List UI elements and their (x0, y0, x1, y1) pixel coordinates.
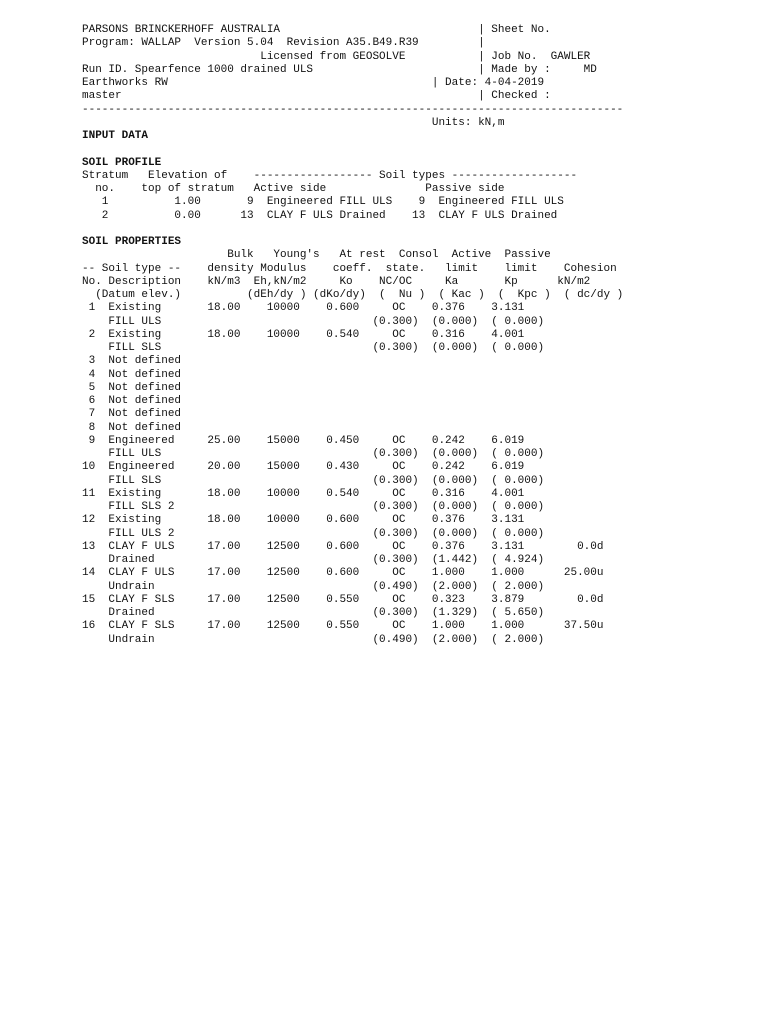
printout-line: 6 Not defined (82, 395, 182, 407)
printout-line: ---------------------------------------------------------------------------------- (82, 103, 624, 116)
printout-line: FILL ULS (0.300) (0.000) ( 0.000) (82, 448, 545, 460)
printout-line: 2 0.00 13 CLAY F ULS Drained 13 CLAY F ULS Drained (82, 209, 558, 222)
printout-line (82, 143, 623, 156)
printout-line: 2 Existing 18.00 10000 0.540 OC 0.316 4.001 (82, 328, 525, 341)
printout-line: 8 Not defined (82, 421, 182, 434)
printout-line: 10 Engineered 20.00 15000 0.430 OC 0.242 6.019 (82, 461, 525, 474)
printout-line: master | Checked : (82, 90, 551, 103)
printout-line: Licensed from GEOSOLVE | Job No. GAWLER (82, 50, 591, 63)
printout-line: FILL ULS (0.300) (0.000) ( 0.000) (82, 315, 545, 328)
printout-line: Run ID. Spearfence 1000 drained ULS | Made by : MD (82, 63, 597, 76)
printout-line: PARSONS BRINCKERHOFF AUSTRALIA | Sheet No. (82, 24, 551, 36)
printout-line: No. Description kN/m3 Eh,kN/m2 Ko NC/OC Ka Kp kN/m2 (82, 275, 591, 288)
printout-line: -- Soil type -- density Modulus coeff. state. limit limit Cohesion (82, 262, 617, 275)
printout-line: no. top of stratum Active side Passive side (82, 183, 505, 195)
printout-line: 5 Not defined (82, 381, 182, 394)
printout-line: (Datum elev.) (dEh/dy ) (dKo/dy) ( Nu ) ( Kac ) ( Kpc ) ( dc/dy ) (82, 289, 624, 301)
printout-line: Units: kN,m (82, 116, 505, 129)
printout-line: 1 1.00 9 Engineered FILL ULS 9 Engineered FILL ULS (82, 196, 564, 209)
printout-line: 4 Not defined (82, 368, 182, 381)
printout-line: 1 Existing 18.00 10000 0.600 OC 0.376 3.131 (82, 302, 525, 315)
printout-line: 13 CLAY F ULS 17.00 12500 0.600 OC 0.376 3.131 0.0d (82, 540, 604, 553)
printout-line: Bulk Young's At rest Consol Active Passive (82, 249, 551, 262)
printout-page (82, 24, 623, 647)
printout-line: Undrain (0.490) (2.000) ( 2.000) (82, 580, 545, 593)
printout-line: Program: WALLAP Version 5.04 Revision A35.B49.R39 | (82, 37, 485, 50)
printout-line: 12 Existing 18.00 10000 0.600 OC 0.376 3.131 (82, 514, 525, 527)
printout-line: 16 CLAY F SLS 17.00 12500 0.550 OC 1.000 1.000 37.50u (82, 620, 604, 633)
printout-line: Undrain (0.490) (2.000) ( 2.000) (82, 633, 545, 646)
section-heading: SOIL PROFILE (82, 156, 162, 169)
printout-line: Drained (0.300) (1.442) ( 4.924) (82, 554, 545, 566)
section-heading: INPUT DATA (82, 130, 149, 142)
printout-line: 9 Engineered 25.00 15000 0.450 OC 0.242 6.019 (82, 434, 525, 447)
printout-line: FILL SLS 2 (0.300) (0.000) ( 0.000) (82, 501, 545, 513)
printout-line: Drained (0.300) (1.329) ( 5.650) (82, 607, 545, 619)
printout-line (82, 223, 623, 236)
printout-line: Stratum Elevation of ------------------ Soil types ------------------- (82, 169, 578, 182)
printout-line: Earthworks RW | Date: 4-04-2019 (82, 77, 545, 89)
printout-line: FILL ULS 2 (0.300) (0.000) ( 0.000) (82, 527, 545, 540)
printout-line: 14 CLAY F ULS 17.00 12500 0.600 OC 1.000 1.000 25.00u (82, 567, 604, 580)
printout-line: FILL SLS (0.300) (0.000) ( 0.000) (82, 342, 545, 354)
printout-line: FILL SLS (0.300) (0.000) ( 0.000) (82, 474, 545, 487)
section-heading: SOIL PROPERTIES (82, 236, 182, 248)
printout-line: 15 CLAY F SLS 17.00 12500 0.550 OC 0.323 3.879 0.0d (82, 593, 604, 606)
printout-line: 11 Existing 18.00 10000 0.540 OC 0.316 4.001 (82, 487, 525, 500)
printout-line: 7 Not defined (82, 408, 182, 421)
printout-line: 3 Not defined (82, 355, 182, 368)
